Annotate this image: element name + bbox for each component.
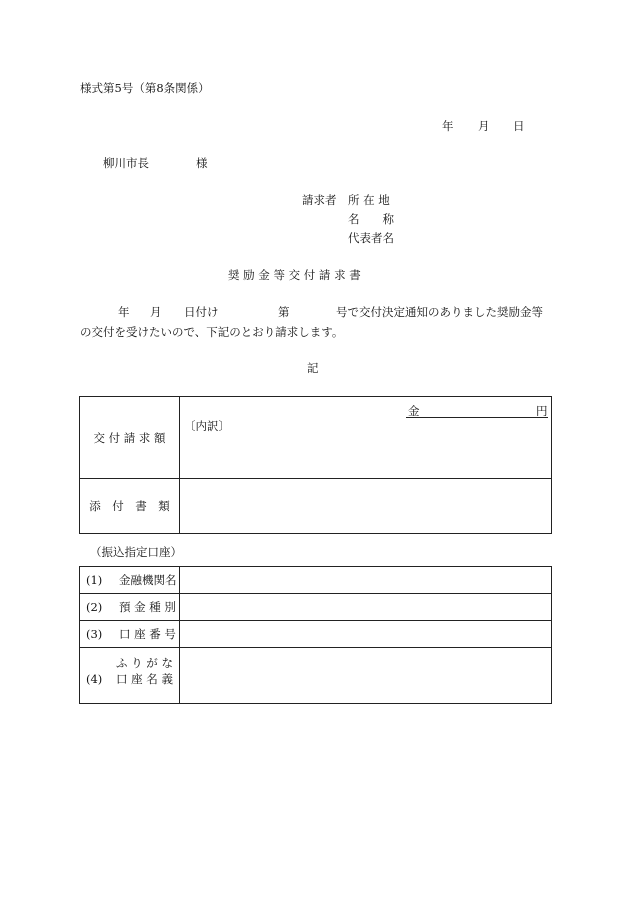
bank-row-number: (4) [86, 671, 103, 686]
bank-name-value-cell[interactable] [180, 567, 552, 594]
attachments-label-cell [80, 479, 180, 534]
account-holder-furigana-label: ふ り が な [116, 655, 173, 670]
account-holder-label: 口 座 名 義 [116, 671, 173, 686]
request-table [79, 396, 552, 534]
amount-prefix: 金 [408, 404, 420, 418]
body-line2: の交付を受けたいので、下記のとおり請求します。 [80, 325, 344, 339]
amount-label: 交 付 請 求 額 [93, 430, 166, 445]
record-heading: 記 [307, 361, 319, 375]
bank-row-number: (3) [86, 627, 103, 641]
document-title: 奨 励 金 等 交 付 請 求 書 [228, 268, 361, 282]
account-number-label: 口 座 番 号 [118, 627, 176, 641]
account-holder-value-cell[interactable] [180, 648, 552, 704]
body-month: 月 [150, 305, 162, 319]
deposit-type-label-cell [80, 594, 180, 621]
attachments-value-cell[interactable] [180, 479, 552, 534]
amount-unit: 円 [536, 404, 548, 418]
addressee-honorific: 様 [196, 156, 208, 170]
bank-name-label: 金融機関名 [118, 573, 177, 587]
requester-label: 請求者 [302, 193, 337, 207]
bank-row-number: (2) [86, 600, 103, 614]
account-number-label-cell [80, 621, 180, 648]
bank-name-label-cell [80, 567, 180, 594]
amount-value-cell[interactable] [180, 397, 552, 479]
breakdown-label: 〔内訳〕 [184, 419, 230, 433]
bank-row-number: (1) [86, 573, 103, 587]
amount-underline [406, 403, 548, 418]
amount-label-cell [80, 397, 180, 479]
requester-name-label: 名 称 [348, 212, 394, 226]
bank-heading: （振込指定口座） [90, 545, 182, 559]
bank-account-table [79, 566, 552, 704]
date-month-label: 月 [478, 119, 490, 133]
account-holder-label-cell [80, 648, 180, 704]
body-date-suffix: 日付け [184, 305, 219, 319]
form-number: 様式第5号（第8条関係） [80, 81, 210, 95]
deposit-type-value-cell[interactable] [180, 594, 552, 621]
body-line1-rest: 号で交付決定通知のありました奨励金等 [336, 305, 543, 319]
account-number-value-cell[interactable] [180, 621, 552, 648]
deposit-type-label: 預 金 種 別 [118, 600, 176, 614]
date-day-label: 日 [513, 119, 525, 133]
requester-representative-label: 代表者名 [348, 231, 394, 245]
attachments-label: 添 付 書 類 [89, 499, 170, 513]
body-number-prefix: 第 [278, 305, 290, 319]
requester-address-label: 所 在 地 [348, 193, 390, 207]
body-year: 年 [118, 305, 130, 319]
date-year-label: 年 [442, 119, 454, 133]
addressee-mayor: 柳川市長 [103, 156, 149, 170]
